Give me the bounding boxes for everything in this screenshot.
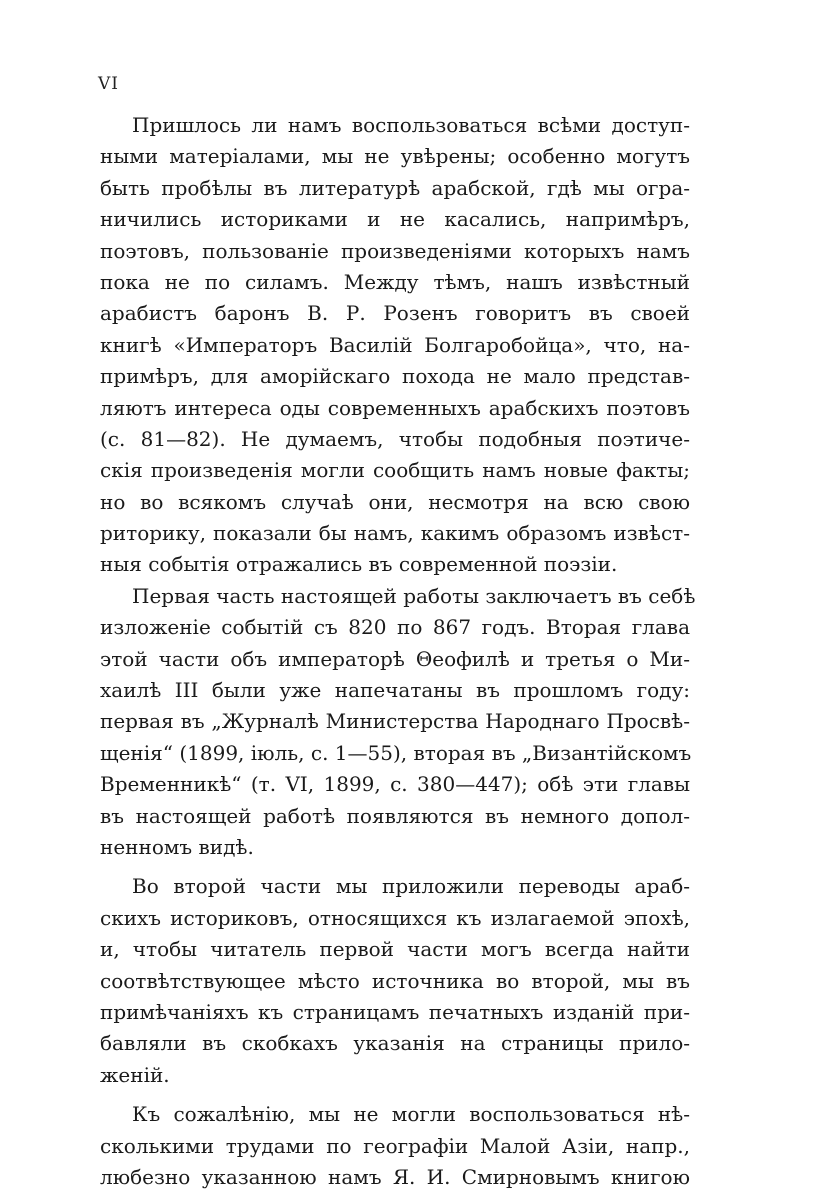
text-line: книгѣ «Императоръ Василій Болгаробойца», что, на- xyxy=(100,332,690,357)
text-line: но во всякомъ случаѣ они, несмотря на всю свою xyxy=(100,489,690,514)
text-line: примѣчаніяхъ къ страницамъ печатныхъ изданій при- xyxy=(100,999,690,1024)
text-line: щенія“ (1899, іюль, с. 1—55), вторая въ „Византійскомъ xyxy=(100,740,692,765)
text-line: ными матеріалами, мы не увѣрены; особенно могутъ xyxy=(100,144,690,169)
text-line: и, чтобы читатель первой части могъ всегда найти xyxy=(100,937,690,962)
text-line: ныя событія отражались въ современной поэзіи. xyxy=(100,552,618,577)
text-line: Къ сожалѣнію, мы не могли воспользоваться нѣ- xyxy=(132,1102,690,1127)
text-line: скія произведенія могли сообщить намъ новые факты; xyxy=(100,458,690,483)
text-line: примѣръ, для аморійскаго похода не мало представ- xyxy=(100,364,690,389)
text-line: сколькими трудами по географіи Малой Азіи, напр., xyxy=(100,1133,690,1158)
text-line: бавляли въ скобкахъ указанія на страницы прило- xyxy=(100,1031,690,1056)
text-line: этой части объ императорѣ Θеофилѣ и третья о Ми- xyxy=(100,646,690,671)
body-text xyxy=(100,110,696,1193)
text-line: Пришлось ли намъ воспользоваться всѣми доступ- xyxy=(132,113,690,137)
text-line: поэтовъ, пользованіе произведеніями которыхъ намъ xyxy=(100,238,690,263)
text-line: быть пробѣлы въ литературѣ арабской, гдѣ мы огра- xyxy=(100,175,690,200)
paragraph xyxy=(100,581,696,864)
text-line: риторику, показали бы намъ, какимъ образомъ извѣст- xyxy=(100,521,690,546)
text-line: хаилѣ III были уже напечатаны въ прошломъ году: xyxy=(100,678,690,703)
text-line: любезно указанною намъ Я. И. Смирновымъ книгою xyxy=(100,1164,690,1189)
text-line: Во второй части мы приложили переводы араб- xyxy=(132,874,690,899)
text-line: въ настоящей работѣ появляются въ немного допол- xyxy=(100,803,690,828)
text-line: ляютъ интереса оды современныхъ арабскихъ поэтовъ xyxy=(100,395,690,420)
paragraph xyxy=(100,110,690,581)
text-line: скихъ историковъ, относящихся къ излагаемой эпохѣ, xyxy=(100,905,690,930)
text-line: первая въ „Журналѣ Министерства Народнаго Просвѣ- xyxy=(100,709,690,734)
text-line: (с. 81—82). Не думаемъ, чтобы подобныя поэтиче- xyxy=(100,426,690,451)
paragraph xyxy=(100,871,690,1091)
page-number: VI xyxy=(98,74,119,94)
text-line: арабистъ баронъ В. Р. Розенъ говоритъ въ своей xyxy=(100,301,690,326)
paragraph-gap xyxy=(100,1091,690,1099)
paragraph xyxy=(100,1099,690,1193)
text-line: изложеніе событій съ 820 по 867 годъ. Вторая глава xyxy=(100,615,690,640)
text-line: ничились историками и не касались, напримѣръ, xyxy=(100,207,690,232)
text-line: женій. xyxy=(100,1062,170,1087)
text-line: пока не по силамъ. Между тѣмъ, нашъ извѣстный xyxy=(100,269,690,294)
text-line: Временникѣ“ (т. VI, 1899, с. 380—447); обѣ эти главы xyxy=(100,772,690,797)
text-line: Первая часть настоящей работы заключаетъ въ себѣ xyxy=(132,583,696,608)
text-line: ненномъ видѣ. xyxy=(100,834,254,859)
text-line: соотвѣтствующее мѣсто источника во второй, мы въ xyxy=(100,968,690,993)
paragraph-gap xyxy=(100,863,690,871)
